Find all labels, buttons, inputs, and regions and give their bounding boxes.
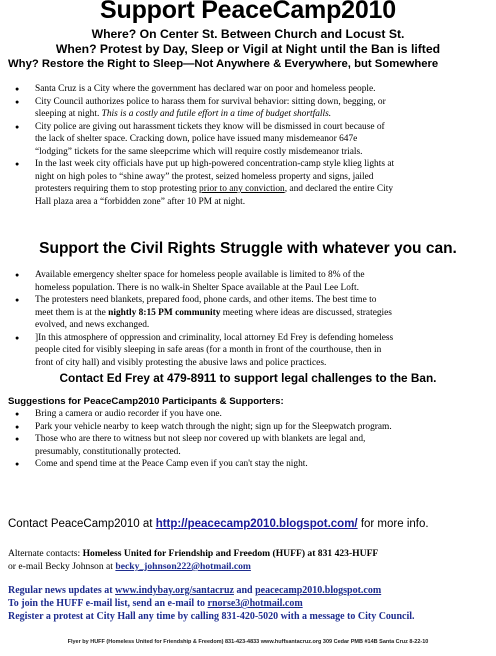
indybay-link[interactable]: www.indybay.org/santacruz: [115, 585, 234, 596]
list-item: ● In the last week city officials have put up high-powered concentration-camp style klieg lights at night on high poles to “shine away” the protest, seized homeless property and signs, jailed protesters requiring them to stop protesting prior to any conviction, and declared the entire City Hall plaza area a “forbidden zone” after 10 PM at night.: [35, 158, 490, 208]
becky-email-link[interactable]: becky_johnson222@hotmail.com: [115, 561, 251, 572]
suggestions-heading: Suggestions for PeaceCamp2010 Participants & Supporters:: [8, 396, 284, 407]
alternate-contacts: Alternate contacts: Homeless United for Friendship and Freedom (HUFF) at 831 423-HUFF or e-mail Becky Johnson at becky_johnson222@hotmail.com: [8, 548, 379, 572]
updates-line-3: Register a protest at City Hall any time by calling 831-420-5020 with a message to City Council.: [8, 611, 415, 622]
list-item: ● The protesters need blankets, prepared food, phone cards, and other items. The best time to meet them is at the nightly 8:15 PM community meeting where ideas are discussed, strategies evolved, and news exchanged.: [35, 294, 490, 332]
why-line: Why? Restore the Right to Sleep—Not Anywhere & Everywhere, but Somewhere: [8, 58, 439, 70]
where-line: Where? On Center St. Between Church and Locust St.: [91, 27, 405, 41]
suggestions-list: [35, 408, 490, 471]
peacecamp-blog-link[interactable]: http://peacecamp2010.blogspot.com/: [155, 518, 358, 530]
contact-ed-frey: Contact Ed Frey at 479-8911 to support legal challenges to the Ban.: [59, 371, 437, 385]
list-item: ● Those who are there to witness but not sleep nor covered up with blankets are legal and, presumably, constitutionally protected.: [35, 433, 490, 458]
huff-email-link[interactable]: rnorse3@hotmail.com: [207, 598, 303, 609]
list-item: ● ]In this atmosphere of oppression and criminality, local attorney Ed Frey is defending homeless people cited for visibly sleeping in safe areas (for a month in front of the courthouse, then in front of city hall) and visibly protesting the abusive laws and police practices.: [35, 332, 490, 370]
civil-rights-heading: Support the Civil Rights Struggle with whatever you can.: [39, 240, 457, 257]
when-line: When? Protest by Day, Sleep or Vigil at Night until the Ban is lifted: [55, 42, 441, 56]
peacecamp-blog-link-2[interactable]: peacecamp2010.blogspot.com: [255, 585, 382, 596]
list-item: ● City Council authorizes police to harass them for survival behavior: sitting down, begging, or sleeping at night. This is a costly and futile effort in a time of budget shortfalls.: [35, 96, 490, 121]
list-item: ● Bring a camera or audio recorder if you have one.: [35, 408, 490, 421]
list-item: ● Park your vehicle nearby to keep watch through the night; sign up for the Sleepwatch program.: [35, 421, 490, 434]
needs-list: [35, 269, 490, 369]
flyer-title: Support PeaceCamp2010: [100, 0, 396, 24]
list-item: ● Come and spend time at the Peace Camp even if you can't stay the night.: [35, 458, 490, 471]
updates-line-2: To join the HUFF e-mail list, send an e-mail to rnorse3@hotmail.com: [8, 598, 303, 609]
list-item: ● City police are giving out harassment tickets they know will be dismissed in court because of the lack of shelter space. Cracking down, police have issued many misdemeanor 647e “lodging” tickets for the same sleepcrime which will require costly misdemeanor trials.: [35, 121, 490, 159]
updates-line-1: Regular news updates at www.indybay.org/santacruz and peacecamp2010.blogspot.com: [8, 585, 382, 596]
flyer-footer: Flyer by HUFF (Homeless United for Friendship & Freedom) 831-423-4833 www.huffsantacruz.org 309 Cedar PMB #14B Santa Cruz 8-22-10: [67, 639, 429, 645]
issues-list: [35, 83, 490, 208]
list-item: ● Santa Cruz is a City where the government has declared war on poor and homeless people.: [35, 83, 490, 96]
list-item: ● Available emergency shelter space for homeless people available is limited to 8% of the homeless population. There is no walk-in Shelter Space available at the Paul Lee Loft.: [35, 269, 490, 294]
contact-peacecamp: Contact PeaceCamp2010 at http://peacecamp2010.blogspot.com/ for more info.: [8, 518, 429, 530]
